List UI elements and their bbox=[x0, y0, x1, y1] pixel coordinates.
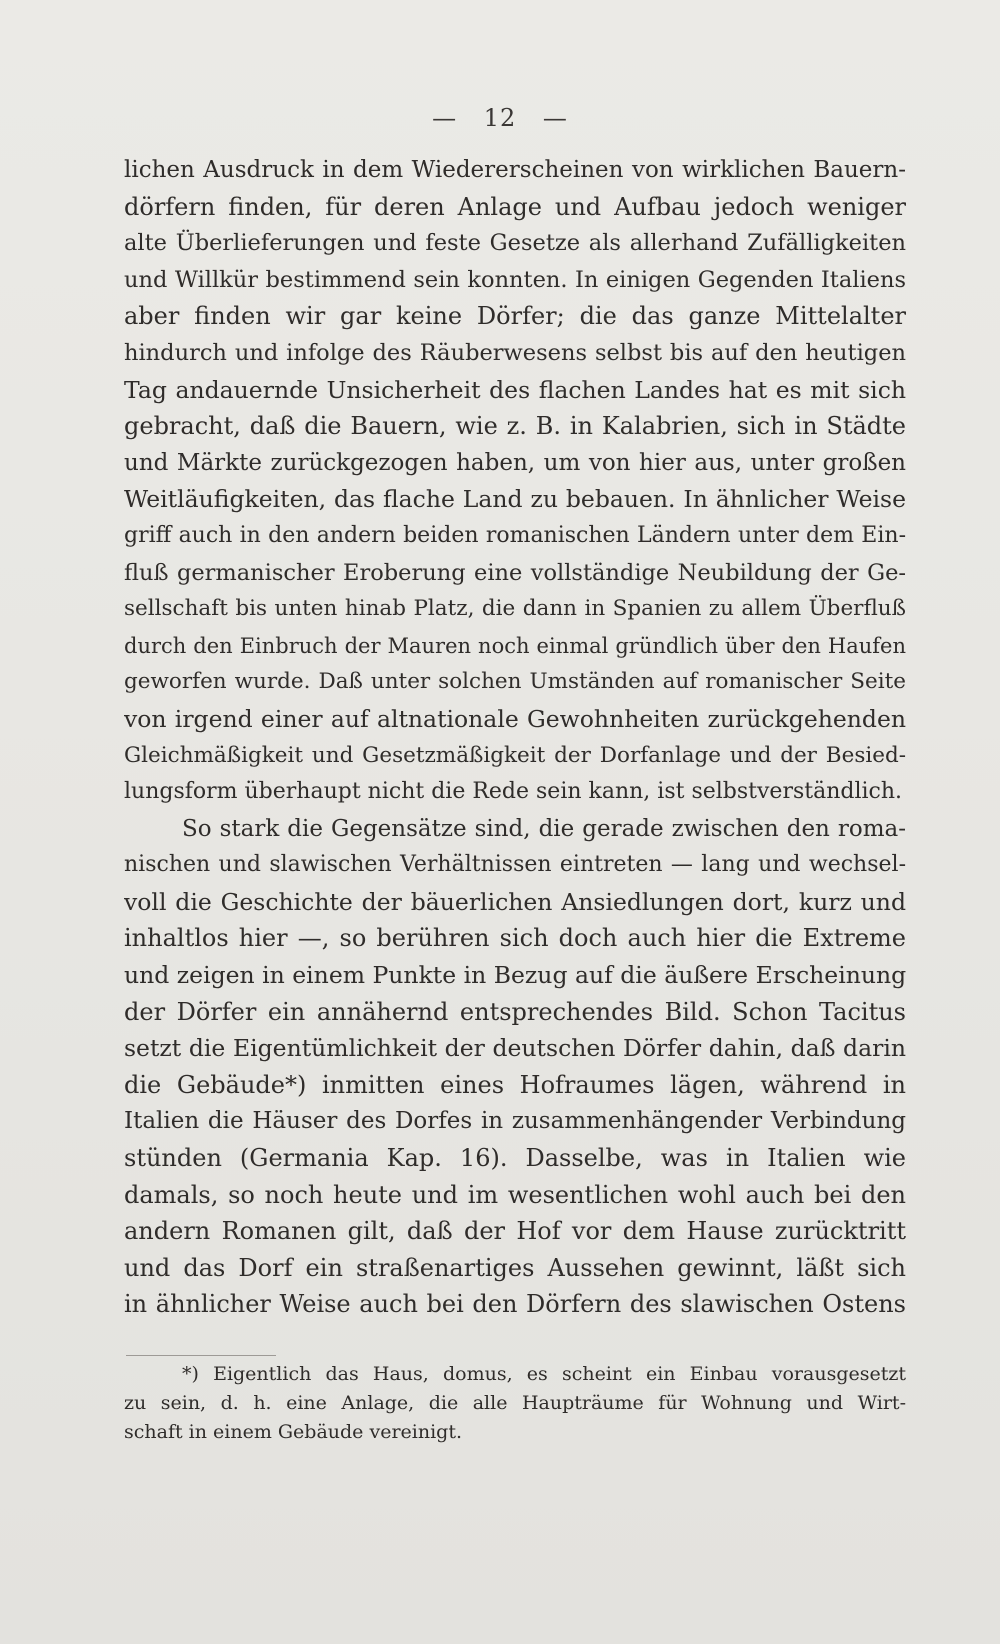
body-line: setzt die Eigentümlichkeit der deutschen Dörfer dahin, daß darin bbox=[124, 1034, 906, 1063]
body-line: der Dörfer ein annähernd entsprechendes Bild. Schon Tacitus bbox=[124, 997, 906, 1026]
body-line: griff auch in den andern beiden romanischen Ländern unter dem Ein- bbox=[124, 522, 906, 548]
body-line: andern Romanen gilt, daß der Hof vor dem Hause zurücktritt bbox=[124, 1217, 906, 1246]
body-line: lichen Ausdruck in dem Wiedererscheinen von wirklichen Bauern- bbox=[124, 157, 906, 183]
footnote-divider bbox=[126, 1355, 276, 1356]
body-line: dörfern finden, für deren Anlage und Aufbau jedoch weniger bbox=[124, 192, 906, 221]
body-line: von irgend einer auf altnationale Gewohnheiten zurückgehenden bbox=[124, 704, 906, 733]
body-line: und Willkür bestimmend sein konnten. In einigen Gegenden Italiens bbox=[124, 266, 906, 293]
body-line: nischen und slawischen Verhältnissen eintreten — lang und wechsel- bbox=[124, 852, 906, 878]
page-number-header bbox=[0, 104, 1000, 132]
body-line: damals, so noch heute und im wesentlichen wohl auch bei den bbox=[124, 1180, 906, 1209]
page-number-dash-right: — bbox=[542, 104, 568, 132]
body-line: inhaltlos hier —, so berühren sich doch auch hier die Extreme bbox=[124, 924, 906, 953]
body-line: geworfen wurde. Daß unter solchen Umständen auf romanischer Seite bbox=[124, 669, 906, 695]
body-line: und zeigen in einem Punkte in Bezug auf die äußere Erscheinung bbox=[124, 961, 906, 990]
body-line: und Märkte zurückgezogen haben, um von hier aus, unter großen bbox=[124, 449, 906, 476]
footnote bbox=[124, 1360, 906, 1447]
body-line-paragraph-start: So stark die Gegensätze sind, die gerade zwischen den roma- bbox=[182, 815, 906, 842]
body-line: Gleichmäßigkeit und Gesetzmäßigkeit der Dorfanlage und der Besied- bbox=[124, 742, 906, 768]
page-number-dash-left: — bbox=[432, 104, 458, 132]
page-number: 12 bbox=[483, 104, 517, 132]
body-line: hindurch und infolge des Räuberwesens selbst bis auf den heutigen bbox=[124, 339, 906, 366]
body-line: stünden (Germania Kap. 16). Dasselbe, was in Italien wie bbox=[124, 1144, 906, 1173]
footnote-line: *) Eigentlich das Haus, domus, es scheint ein Einbau vorausgesetzt bbox=[182, 1363, 906, 1385]
body-line: und das Dorf ein straßenartiges Aussehen gewinnt, läßt sich bbox=[124, 1253, 906, 1282]
body-line: die Gebäude*) inmitten eines Hofraumes lägen, während in bbox=[124, 1070, 906, 1099]
body-line: Tag andauernde Unsicherheit des flachen Landes hat es mit sich bbox=[124, 375, 906, 404]
body-line: aber finden wir gar keine Dörfer; die das ganze Mittelalter bbox=[124, 302, 906, 331]
footnote-line: schaft in einem Gebäude vereinigt. bbox=[124, 1421, 463, 1443]
body-line: Italien die Häuser des Dorfes in zusammenhängender Verbindung bbox=[124, 1108, 906, 1135]
body-line: in ähnlicher Weise auch bei den Dörfern des slawischen Ostens bbox=[124, 1290, 906, 1319]
body-text bbox=[124, 152, 906, 1323]
body-line: Weitläufigkeiten, das flache Land zu bebauen. In ähnlicher Weise bbox=[124, 485, 906, 514]
footnote-line: zu sein, d. h. eine Anlage, die alle Haupträume für Wohnung und Wirt- bbox=[124, 1392, 906, 1414]
body-line: voll die Geschichte der bäuerlichen Ansiedlungen dort, kurz und bbox=[124, 887, 906, 916]
body-line: gebracht, daß die Bauern, wie z. B. in Kalabrien, sich in Städte bbox=[124, 412, 906, 441]
body-line: alte Überlieferungen und feste Gesetze als allerhand Zufälligkeiten bbox=[124, 230, 906, 257]
body-line: sellschaft bis unten hinab Platz, die dann in Spanien zu allem Überfluß bbox=[124, 596, 906, 622]
body-line-paragraph-end: lungsform überhaupt nicht die Rede sein kann, ist selbstverständlich. bbox=[124, 779, 903, 805]
body-line: fluß germanischer Eroberung eine vollständige Neubildung der Ge- bbox=[124, 559, 906, 586]
body-line: durch den Einbruch der Mauren noch einmal gründlich über den Haufen bbox=[124, 633, 906, 658]
